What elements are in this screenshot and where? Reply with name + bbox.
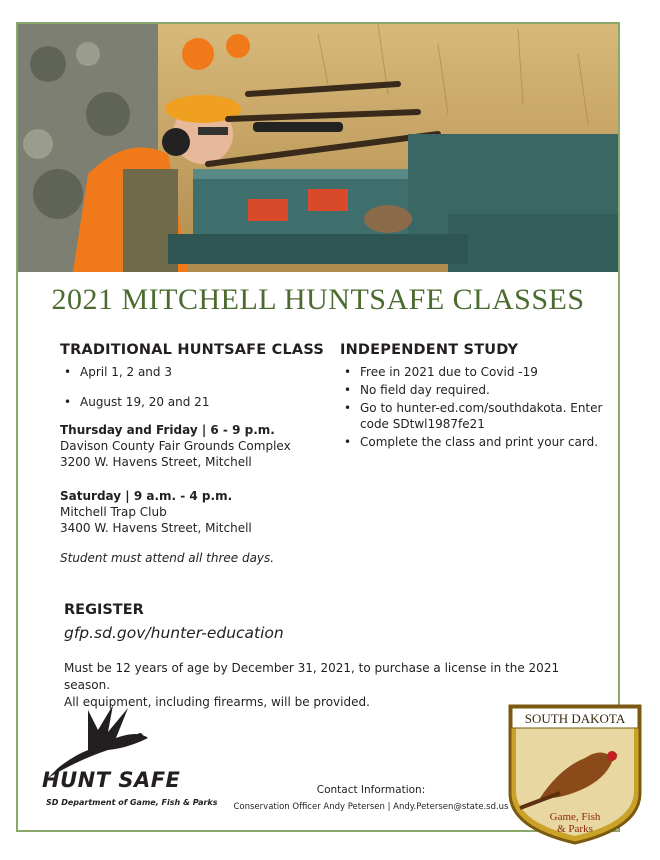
register-heading: REGISTER (64, 602, 144, 618)
session-address: 3400 W. Havens Street, Mitchell (60, 521, 252, 535)
attendance-note: Student must attend all three days. (60, 551, 275, 565)
gfp-badge (500, 698, 650, 848)
session-address: 3200 W. Havens Street, Mitchell (60, 455, 252, 469)
session-heading: Saturday | 9 a.m. - 4 p.m. (60, 489, 233, 503)
badge-bottom-text-2: & Parks (557, 823, 593, 835)
list-item: • Go to hunter-ed.com/southdakota. Enter code SDtwl1987fe21 (340, 400, 610, 432)
age-requirement: Must be 12 years of age by December 31, 2021, to purchase a license in the 2021 season. (64, 661, 560, 692)
session-venue: Mitchell Trap Club (60, 505, 167, 519)
session-heading: Thursday and Friday | 6 - 9 p.m. (60, 423, 275, 437)
independent-list (340, 364, 610, 450)
contact-info (226, 784, 516, 812)
session-thursday-friday (60, 422, 330, 470)
huntsafe-wordmark: HUNT SAFE (42, 768, 181, 792)
list-item: • August 19, 20 and 21 (60, 394, 330, 410)
traditional-heading: TRADITIONAL HUNTSAFE CLASS (60, 342, 324, 358)
session-venue: Davison County Fair Grounds Complex (60, 439, 291, 453)
independent-heading: INDEPENDENT STUDY (340, 342, 519, 358)
list-item: • Complete the class and print your card. (340, 434, 610, 450)
equipment-note: All equipment, including firearms, will be provided. (64, 695, 370, 709)
register-link[interactable]: gfp.sd.gov/hunter-education (64, 624, 284, 642)
huntsafe-department: SD Department of Game, Fish & Parks (46, 798, 218, 807)
list-item: • No field day required. (340, 382, 610, 398)
traditional-dates (60, 364, 330, 410)
traditional-class-section (60, 342, 330, 566)
badge-top-text: SOUTH DAKOTA (524, 711, 626, 726)
session-saturday (60, 488, 330, 536)
page-title: 2021 MITCHELL HUNTSAFE CLASSES (51, 283, 585, 316)
contact-line: Conservation Officer Andy Petersen | Andy.Petersen@state.sd.us (233, 802, 509, 812)
register-section (64, 602, 604, 711)
independent-study-section (340, 342, 610, 452)
contact-label: Contact Information: (316, 784, 426, 796)
badge-bottom-text: Game, Fish (549, 811, 601, 823)
hero-photo (18, 24, 618, 272)
list-item: • Free in 2021 due to Covid -19 (340, 364, 610, 380)
list-item: • April 1, 2 and 3 (60, 364, 330, 380)
